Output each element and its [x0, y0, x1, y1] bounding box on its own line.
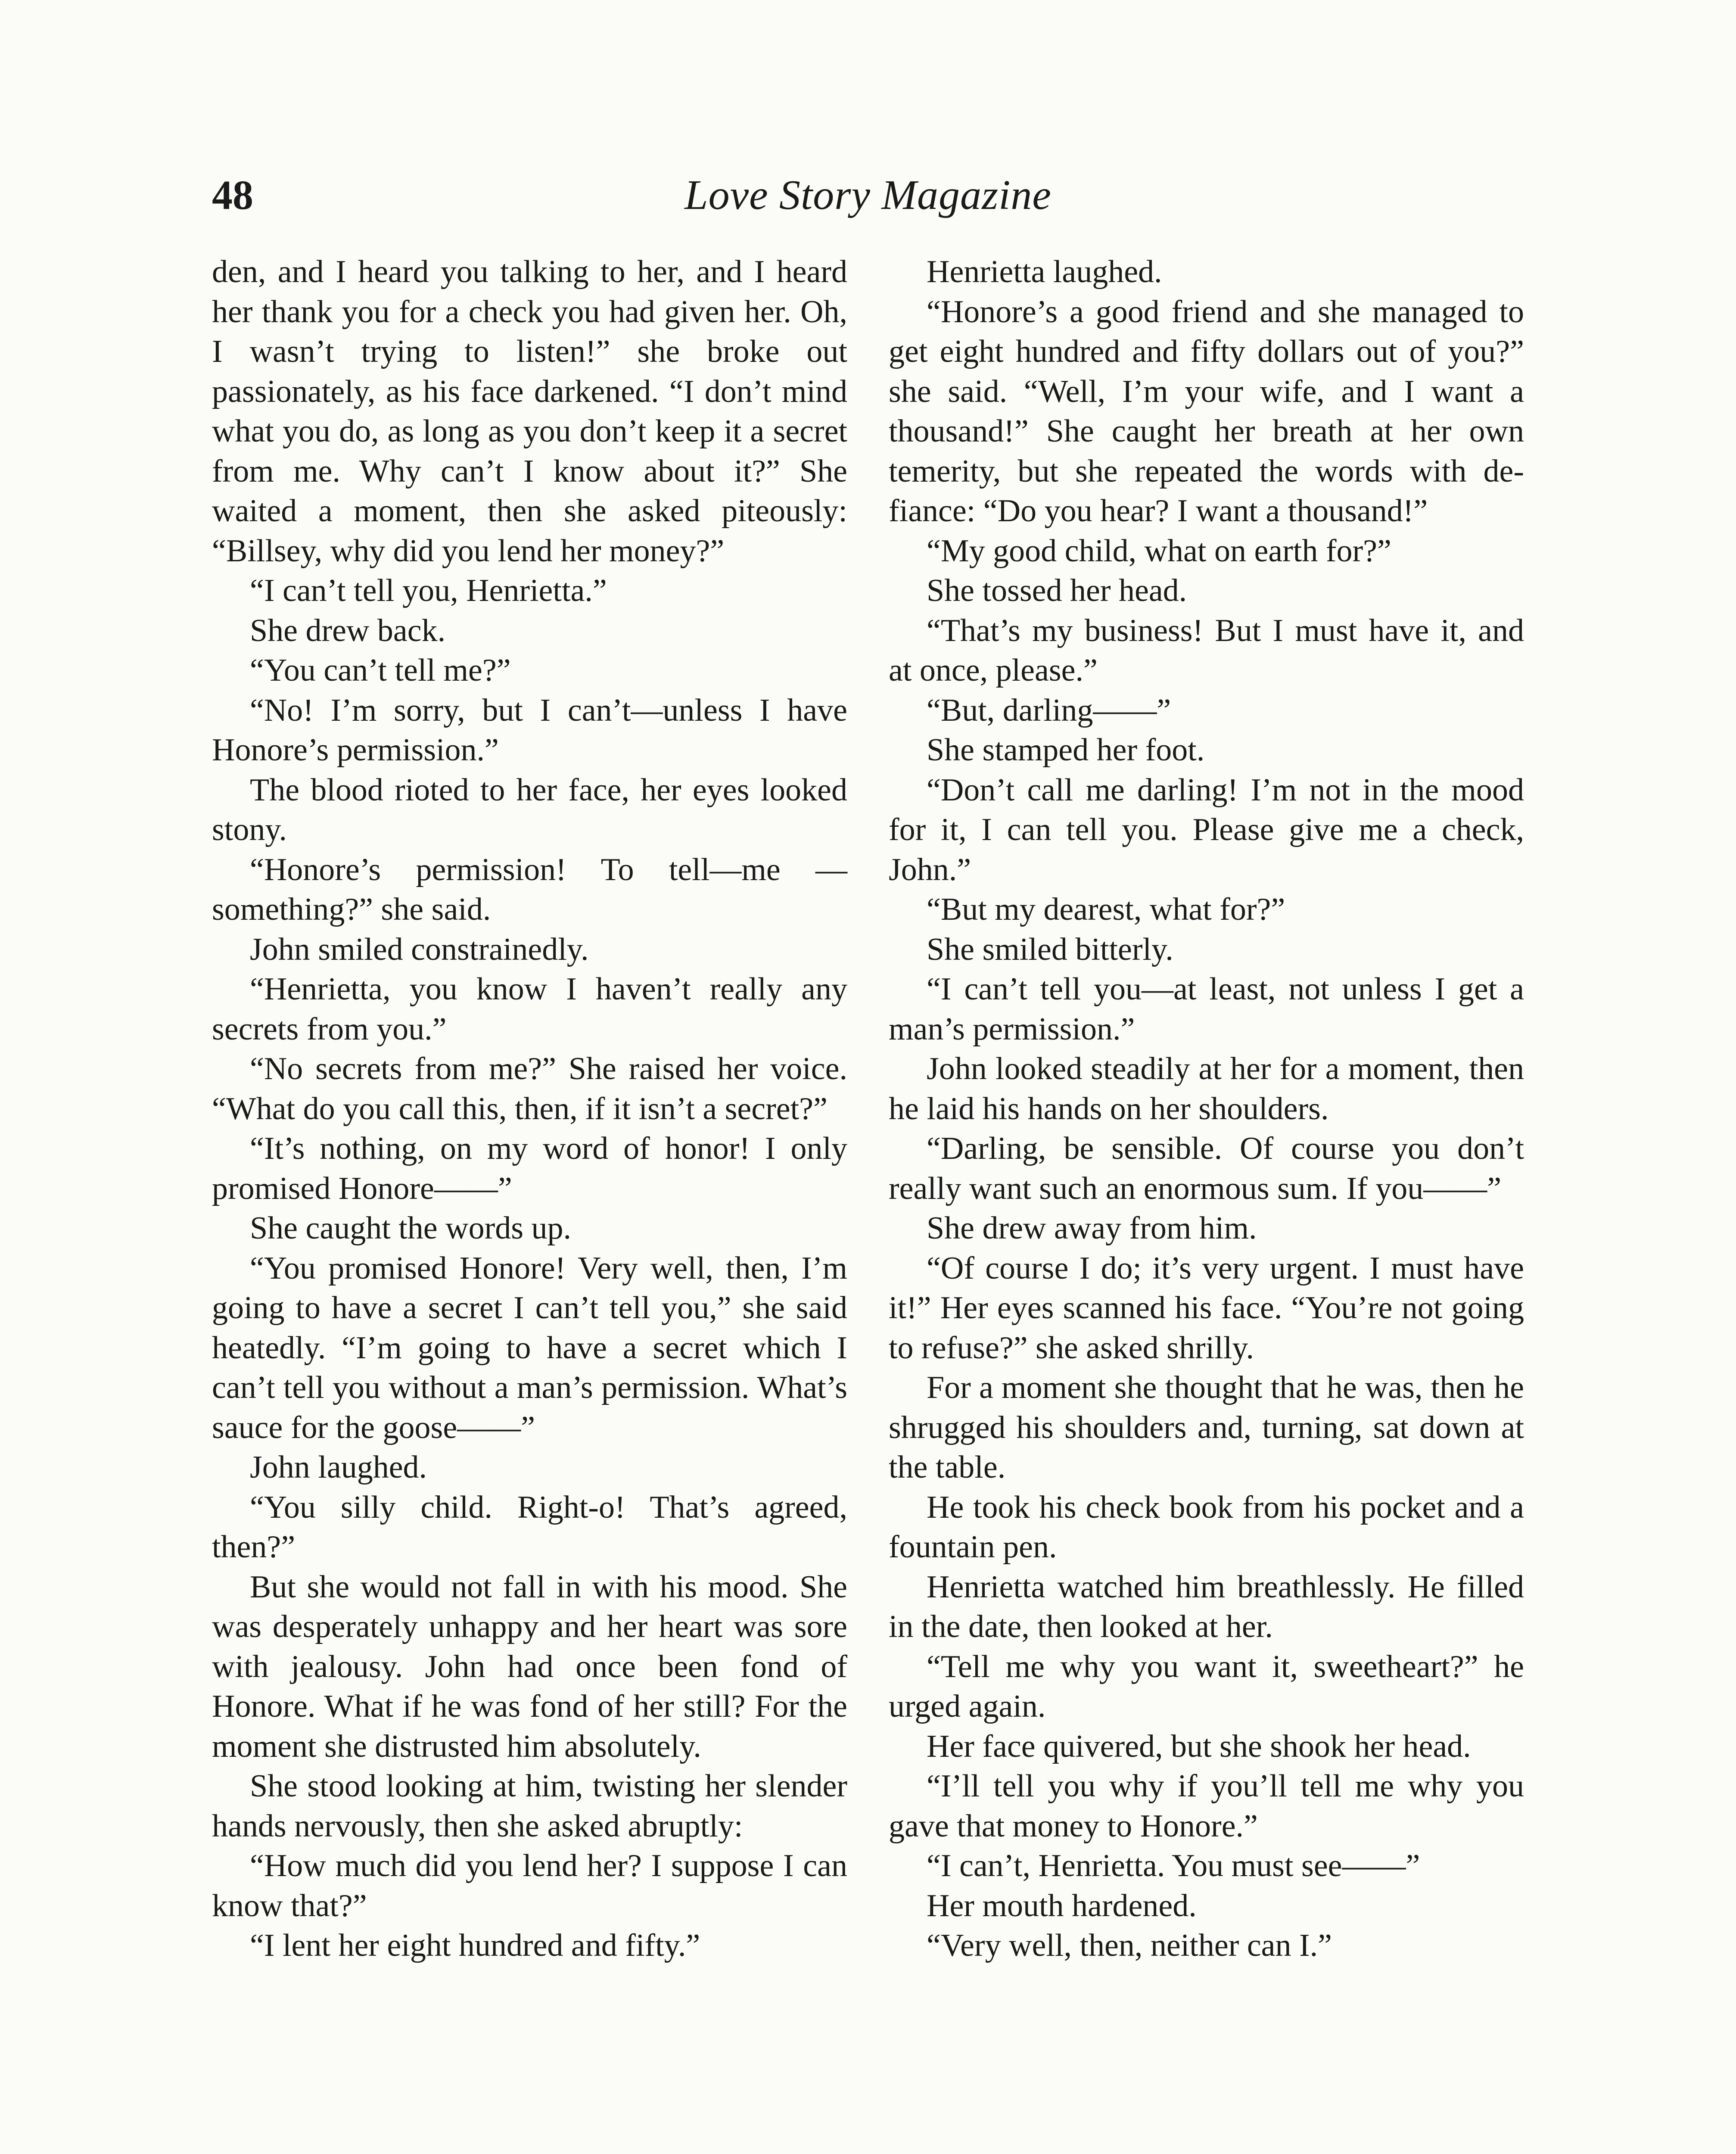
paragraph: John smiled constrainedly.	[250, 931, 589, 967]
paragraph: “You promised Honore! Very well, then, I’m going to have a secret I can’t tell you,” she said heatedly. “I’m going to have a secret which I can’t tell you without a man’s permission. What’s sauce for the goose——”	[212, 1250, 847, 1445]
paragraph: “Of course I do; it’s very urgent. I must have it!” Her eyes scanned his face. “You’re not going to refuse?” she asked shrilly.	[889, 1250, 1524, 1366]
paragraph: “Honore’s permission! To tell—me —something?” she said.	[212, 852, 847, 927]
page-header	[212, 166, 1524, 230]
paragraph: She smiled bitterly.	[927, 931, 1173, 967]
paragraph: “Don’t call me darling! I’m not in the mood for it, I can tell you. Please give me a check, John.”	[889, 772, 1524, 887]
running-title: Love Story Magazine	[684, 172, 1052, 218]
paragraph: “It’s nothing, on my word of honor! I only promised Honore——”	[212, 1131, 847, 1206]
paragraph: She tossed her head.	[927, 573, 1187, 608]
page-number: 48	[212, 172, 253, 218]
paragraph: “Very well, then, neither can I.”	[927, 1928, 1332, 1963]
paragraph: “Darling, be sensible. Of course you don’t really want such an enormous sum. If you——”	[889, 1131, 1524, 1206]
paragraph: “But, darling——”	[927, 692, 1171, 728]
paragraph: “How much did you lend her? I suppose I can know that?”	[212, 1848, 847, 1924]
paragraph: “No secrets from me?” She raised her voice. “What do you call this, then, if it isn’t a secret?”	[212, 1051, 847, 1127]
paragraph: “You can’t tell me?”	[250, 653, 511, 688]
paragraph: The blood rioted to her face, her eyes looked stony.	[212, 772, 847, 847]
paragraph: For a moment she thought that he was, then he shrugged his shoulders and, turning, sat down at the table.	[889, 1370, 1524, 1485]
paragraph: Henrietta watched him breathlessly. He filled in the date, then looked at her.	[889, 1569, 1524, 1644]
paragraph: Henrietta laughed.	[927, 254, 1162, 289]
paragraph: He took his check book from his pocket and a fountain pen.	[889, 1489, 1524, 1565]
paragraph: “But my dearest, what for?”	[927, 892, 1285, 927]
paragraph: “No! I’m sorry, but I can’t—unless I have Honore’s permission.”	[212, 692, 847, 768]
paragraph: She drew away from him.	[927, 1211, 1257, 1246]
right-text-column	[889, 252, 1524, 1966]
paragraph: She stamped her foot.	[927, 732, 1205, 768]
paragraph: But she would not fall in with his mood. She was desperately unhappy and her heart was sore with jealousy. John had once been fond of Honore. What if he was fond of her still? For the moment she distrusted him absolutely.	[212, 1569, 847, 1764]
paragraph: Her mouth hardened.	[927, 1888, 1197, 1924]
paragraph: Her face quivered, but she shook her head.	[927, 1728, 1471, 1764]
left-text-column	[212, 252, 847, 1966]
paragraph: “Tell me why you want it, sweetheart?” he urged again.	[889, 1649, 1524, 1724]
paragraph: She stood looking at him, twisting her slender hands nervously, then she asked abruptly:	[212, 1768, 847, 1844]
paragraph: den, and I heard you talking to her, and I heard her thank you for a check you had given her. Oh, I wasn’t trying to listen!” she broke out passionately, as his face darkened. “I don’t mind what you do, as long as you don’t keep it a secret from me. Why can’t I know about it?” She waited a moment, then she asked piteously: “Billsey, why did you lend her money?”	[212, 254, 847, 569]
paragraph: “Honore’s a good friend and she managed to get eight hundred and fifty dollars out of you?” she said. “Well, I’m your wife, and I want a thousand!” She caught her breath at her own temerity, but she repeated the words with defiance: “Do you hear? I want a thousand!”	[889, 294, 1524, 529]
paragraph: “I lent her eight hundred and fifty.”	[250, 1928, 700, 1963]
paragraph: John looked steadily at her for a moment, then he laid his hands on her shoulders.	[889, 1051, 1524, 1127]
paragraph: “I’ll tell you why if you’ll tell me why you gave that money to Honore.”	[889, 1768, 1524, 1844]
paragraph: “You silly child. Right-o! That’s agreed, then?”	[212, 1489, 847, 1565]
paragraph: “I can’t tell you, Henrietta.”	[250, 573, 607, 608]
paragraph: “Henrietta, you know I haven’t really any secrets from you.”	[212, 971, 847, 1047]
paragraph: John laughed.	[250, 1450, 427, 1485]
paragraph: “I can’t tell you—at least, not unless I get a man’s permission.”	[889, 971, 1524, 1047]
paragraph: “My good child, what on earth for?”	[927, 533, 1391, 569]
paragraph: “That’s my business! But I must have it, and at once, please.”	[889, 613, 1524, 688]
paragraph: She caught the words up.	[250, 1211, 572, 1246]
paragraph: She drew back.	[250, 613, 446, 648]
paragraph: “I can’t, Henrietta. You must see——”	[927, 1848, 1420, 1883]
